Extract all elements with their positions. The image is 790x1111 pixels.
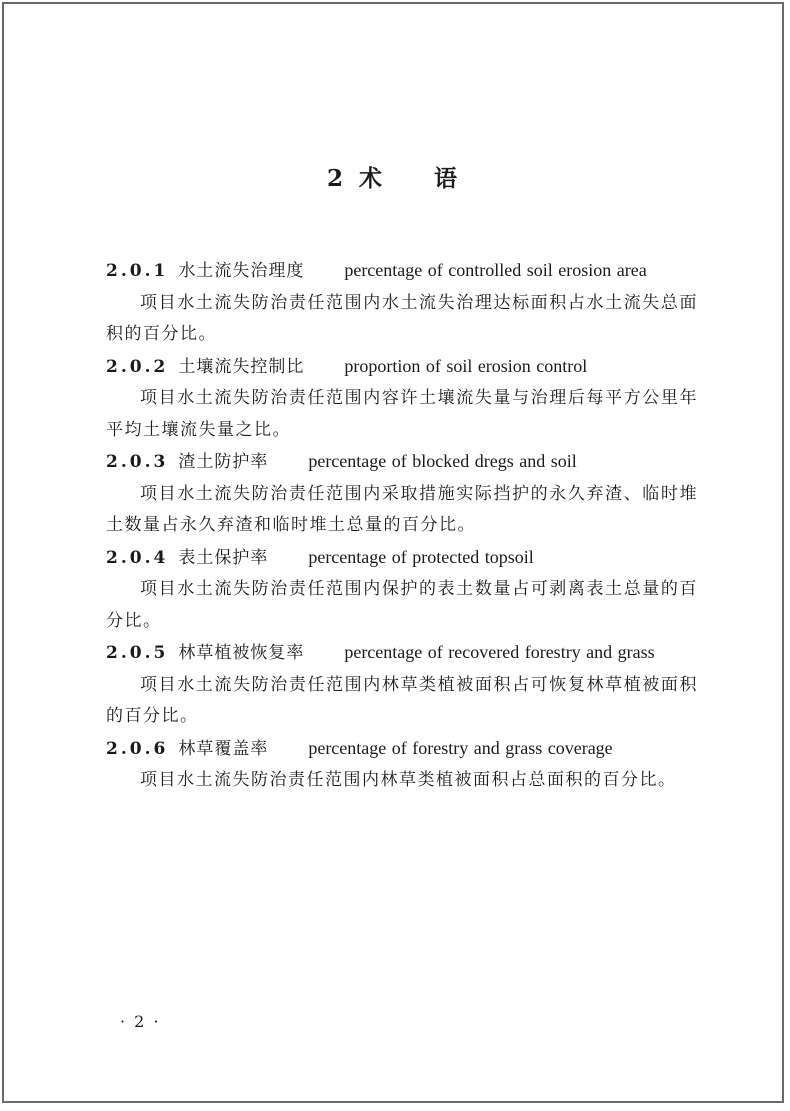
term-definition: 项目水土流失防治责任范围内保护的表土数量占可剥离表土总量的百分比。 (106, 579, 698, 631)
term-definition: 项目水土流失防治责任范围内林草类植被面积占总面积的百分比。 (140, 770, 677, 790)
term-english: percentage of recovered forestry and grass (344, 642, 655, 662)
term-code: 2.0.6 (106, 738, 169, 759)
document-page (2, 2, 784, 1103)
term-heading (106, 255, 698, 288)
term-definition: 项目水土流失防治责任范围内水土流失治理达标面积占水土流失总面积的百分比。 (106, 292, 698, 344)
term-heading (106, 733, 698, 766)
term-code: 2.0.2 (106, 356, 169, 377)
term-chinese: 林草覆盖率 (178, 738, 269, 759)
page-number: · 2 · (120, 1012, 161, 1031)
term-chinese: 林草植被恢复率 (178, 643, 305, 663)
chapter-number: 2 (326, 165, 345, 192)
term-english: percentage of protected topsoil (308, 546, 534, 567)
term-code: 2.0.1 (106, 261, 169, 281)
term-heading (106, 637, 698, 670)
chapter-title (4, 160, 782, 193)
term-definition: 项目水土流失防治责任范围内林草类植被面积占可恢复林草植被面积的百分比。 (106, 674, 698, 726)
term-chinese: 土壤流失控制比 (178, 356, 305, 377)
term-heading (106, 351, 698, 384)
term-english: percentage of controlled soil erosion area (344, 260, 647, 280)
term-english: percentage of forestry and grass coverage (308, 737, 613, 758)
term-heading (106, 542, 698, 575)
chapter-title-char-1: 术 (359, 165, 384, 192)
term-english: percentage of blocked dregs and soil (308, 451, 577, 471)
terms-section (106, 255, 698, 797)
term-code: 2.0.3 (106, 452, 169, 472)
term-english: proportion of soil erosion control (344, 355, 588, 376)
term-definition: 项目水土流失防治责任范围内容许土壤流失量与治理后每平方公里年平均土壤流失量之比。 (106, 388, 698, 440)
term-code: 2.0.5 (106, 643, 169, 663)
chapter-title-char-2: 语 (434, 165, 459, 192)
term-code: 2.0.4 (106, 547, 169, 568)
term-chinese: 水土流失治理度 (178, 261, 305, 281)
term-chinese: 表土保护率 (178, 547, 269, 568)
term-definition: 项目水土流失防治责任范围内采取措施实际挡护的永久弃渣、临时堆土数量占永久弃渣和临时堆土总量的百分比。 (106, 483, 698, 535)
term-chinese: 渣土防护率 (178, 452, 269, 472)
term-heading (106, 446, 698, 479)
